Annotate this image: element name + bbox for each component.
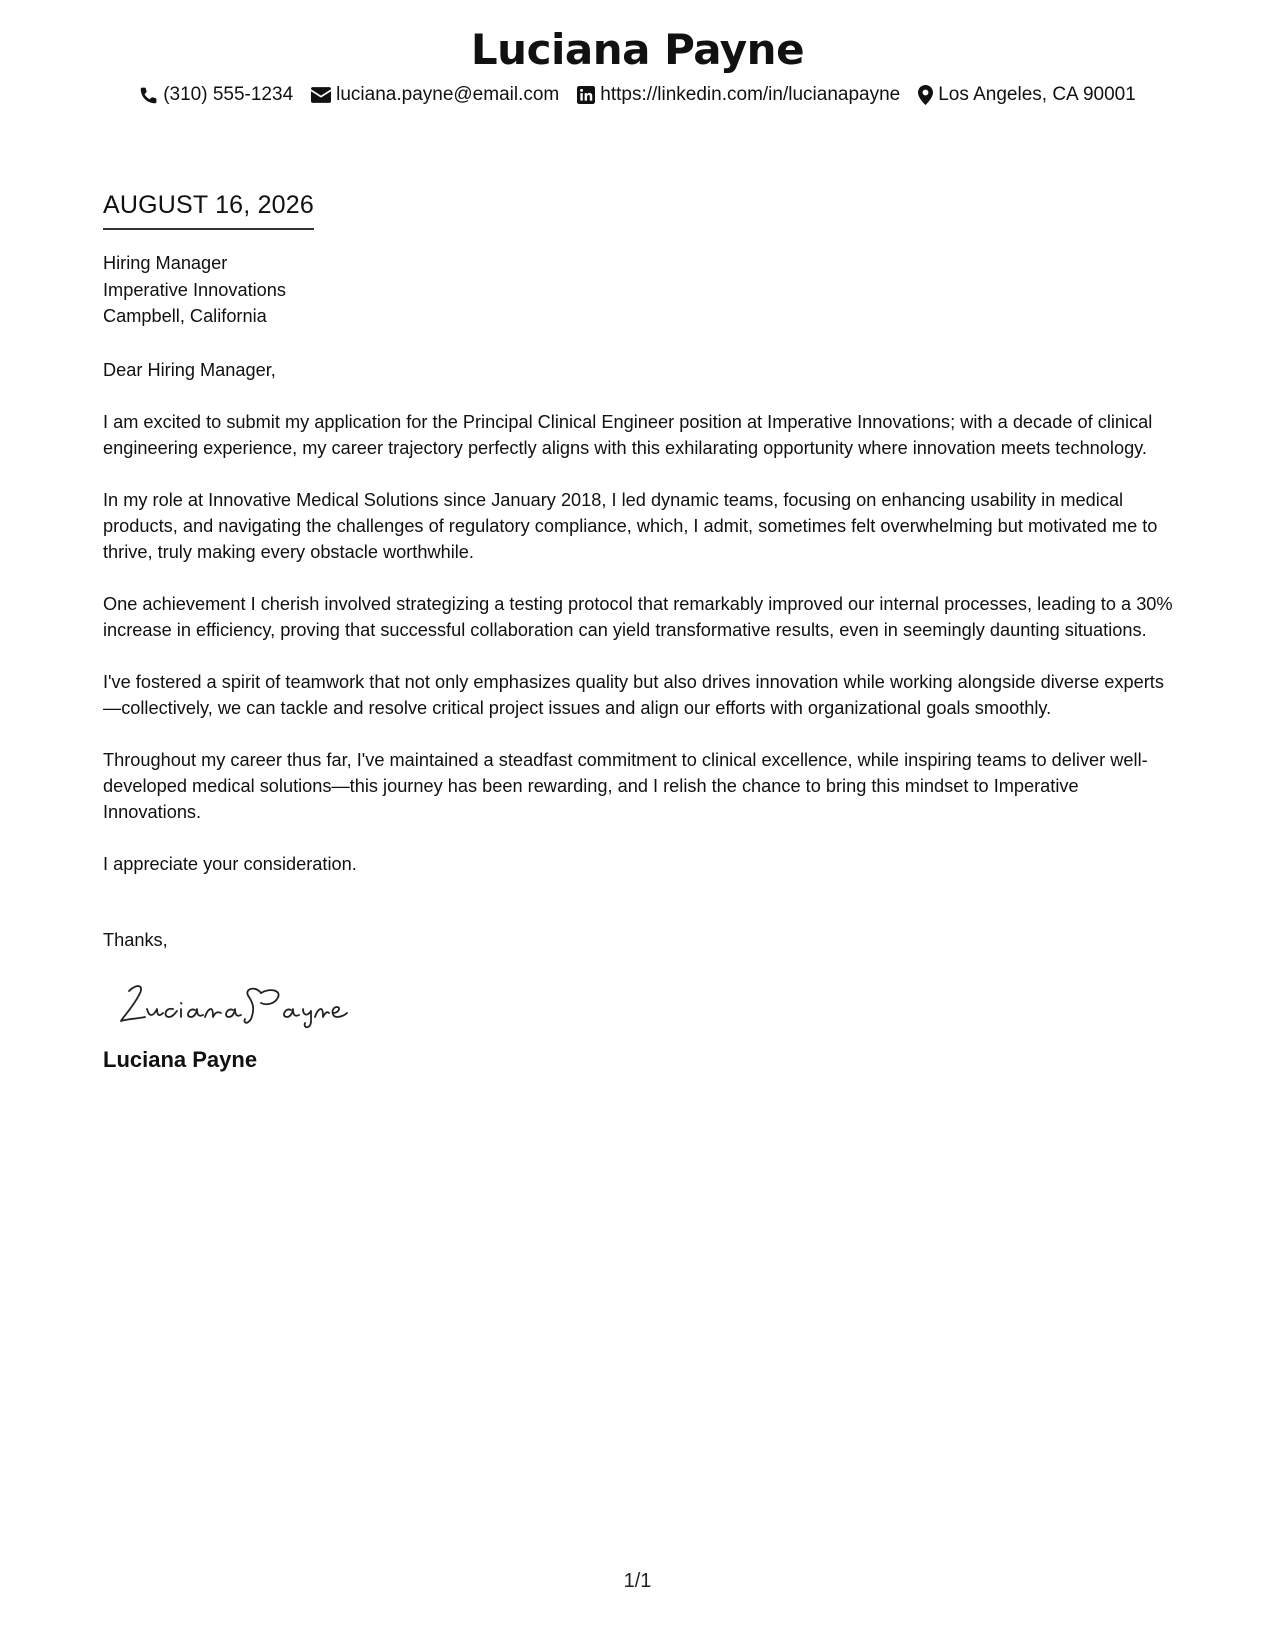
- signer-name: Luciana Payne: [103, 1046, 258, 1072]
- paragraph-1: I am excited to submit my application for the Principal Clinical Engineer position at Imperative Innovations; with a decade of clinical engineering experience, my career trajectory perfectly aligns with this exhilarating opportunity where innovation meets technology.: [103, 411, 1153, 458]
- contact-location: [918, 84, 1136, 106]
- phone-icon: [139, 86, 158, 105]
- map-pin-icon: [918, 85, 933, 105]
- applicant-name: Luciana Payne: [470, 25, 805, 74]
- phone-text: (310) 555-1234: [163, 84, 294, 105]
- recipient-location: Campbell, California: [103, 306, 267, 326]
- contact-email[interactable]: [311, 84, 559, 106]
- signature-scribble: [115, 979, 375, 1031]
- contact-phone[interactable]: [139, 84, 293, 106]
- linkedin-text: https://linkedin.com/in/lucianapayne: [600, 84, 901, 105]
- paragraph-5: Throughout my career thus far, I've maintained a steadfast commitment to clinical excellence, while inspiring teams to deliver well-developed medical solutions—this journey has been rewarding, and I relish the chance to bring this mindset to Imperative Innovations.: [103, 749, 1148, 822]
- recipient-company: Imperative Innovations: [103, 279, 286, 300]
- linkedin-icon: [577, 86, 595, 104]
- paragraph-4: I've fostered a spirit of teamwork that not only emphasizes quality but also drives innovation while working alongside diverse experts—collectively, we can tackle and resolve critical project issues and align our efforts with organizational goals smoothly.: [103, 671, 1164, 718]
- location-text: Los Angeles, CA 90001: [938, 84, 1136, 105]
- signature-image: [115, 979, 1178, 1031]
- paragraph-2: In my role at Innovative Medical Solutions since January 2018, I led dynamic teams, focusing on enhancing usability in medical products, and navigating the challenges of regulatory compliance, which, I admit, sometimes felt overwhelming but motivated me to thrive, truly making every obstacle worthwhile.: [103, 489, 1158, 562]
- paragraph-6: I appreciate your consideration.: [103, 853, 357, 874]
- closing: Thanks,: [103, 929, 168, 950]
- contact-info: [0, 84, 1275, 106]
- letter-body: [103, 188, 1178, 1075]
- greeting: Dear Hiring Manager,: [103, 359, 276, 380]
- recipient-title: Hiring Manager: [103, 253, 228, 273]
- contact-linkedin[interactable]: [577, 84, 900, 106]
- letter-date: AUGUST 16, 2026: [103, 188, 314, 230]
- letter-header: [0, 22, 1275, 106]
- page-indicator: 1/1: [623, 1570, 652, 1592]
- email-text: luciana.payne@email.com: [336, 84, 560, 105]
- paragraph-3: One achievement I cherish involved strategizing a testing protocol that remarkably improved our internal processes, leading to a 30% increase in efficiency, proving that successful collaboration can yield transformative results, even in seemingly daunting situations.: [103, 593, 1173, 640]
- envelope-icon: [311, 87, 331, 103]
- recipient-block: [103, 250, 1178, 330]
